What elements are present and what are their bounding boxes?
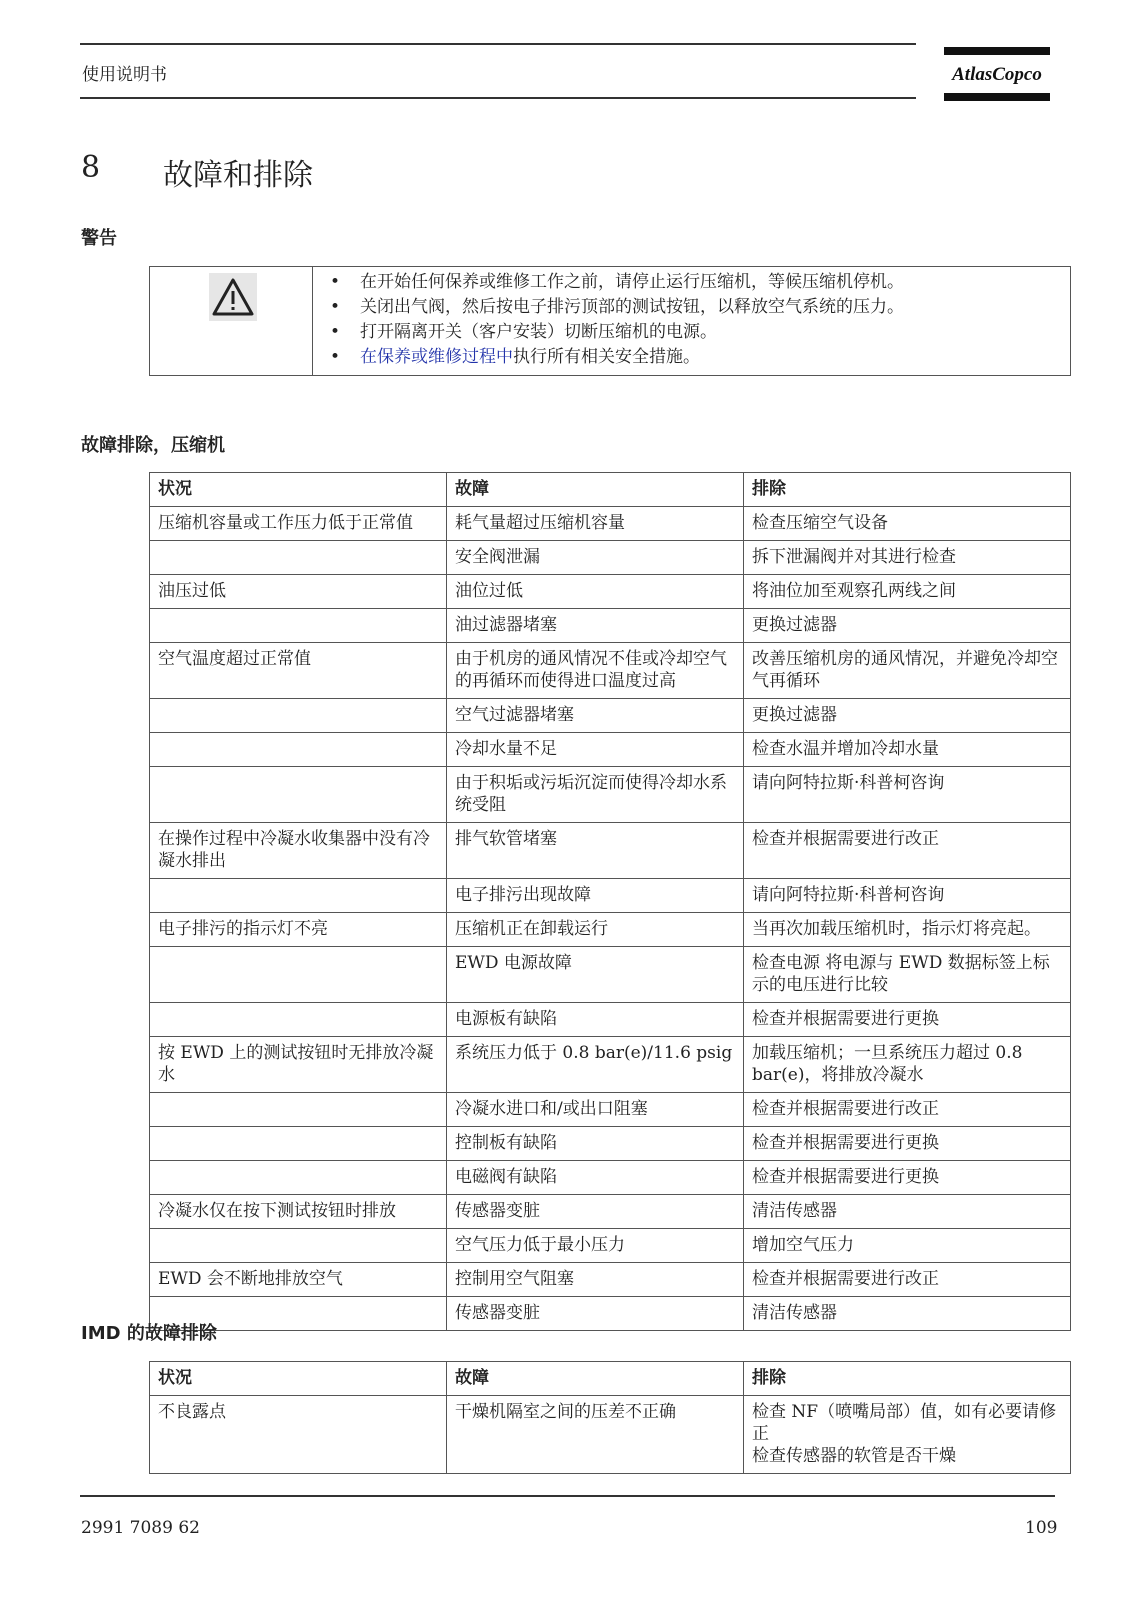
fault-cell: 由于机房的通风情况不佳或冷却空气的再循环而使得进口温度过高 — [447, 643, 744, 699]
fault-cell: 压缩机正在卸载运行 — [447, 913, 744, 947]
fault-cell: 安全阀泄漏 — [447, 541, 744, 575]
fault-cell: 控制用空气阻塞 — [447, 1263, 744, 1297]
table-header-row — [150, 473, 1071, 507]
safety-precautions-link[interactable]: 在保养或维修过程中 — [360, 347, 513, 367]
compressor-fault-table — [149, 472, 1071, 1331]
compressor-fault-table-body — [150, 507, 1071, 1331]
table-row — [150, 541, 1071, 575]
remedy-cell: 清洁传感器 — [744, 1195, 1071, 1229]
remedy-cell: 检查电源 将电源与 EWD 数据标签上标示的电压进行比较 — [744, 947, 1071, 1003]
warning-item-text: 执行所有相关安全措施。 — [513, 347, 700, 367]
condition-cell — [150, 879, 447, 913]
fault-cell: 系统压力低于 0.8 bar(e)/11.6 psig — [447, 1037, 744, 1093]
remedy-cell: 当再次加载压缩机时，指示灯将亮起。 — [744, 913, 1071, 947]
atlas-copco-logo — [944, 47, 1050, 101]
warning-triangle-icon — [209, 273, 257, 321]
table-row — [150, 1003, 1071, 1037]
condition-cell: 不良露点 — [150, 1396, 447, 1474]
warning-item-text: 关闭出气阀，然后按电子排污顶部的测试按钮，以释放空气系统的压力。 — [360, 297, 904, 317]
remedy-cell: 检查并根据需要进行更换 — [744, 1127, 1071, 1161]
header-title: 使用说明书 — [82, 65, 167, 85]
remedy-cell: 加载压缩机；一旦系统压力超过 0.8 bar(e)，将排放冷凝水 — [744, 1037, 1071, 1093]
header-bottom-rule — [80, 97, 916, 99]
remedy-cell: 清洁传感器 — [744, 1297, 1071, 1331]
table-row — [150, 1037, 1071, 1093]
table-row — [150, 507, 1071, 541]
fault-cell: 电磁阀有缺陷 — [447, 1161, 744, 1195]
condition-cell — [150, 699, 447, 733]
header-top-rule — [80, 43, 916, 45]
condition-cell — [150, 767, 447, 823]
fault-cell: 空气压力低于最小压力 — [447, 1229, 744, 1263]
table-header-row — [150, 1362, 1071, 1396]
condition-cell — [150, 1003, 447, 1037]
condition-cell: 冷凝水仅在按下测试按钮时排放 — [150, 1195, 447, 1229]
condition-cell — [150, 1161, 447, 1195]
remedy-cell: 检查并根据需要进行改正 — [744, 1093, 1071, 1127]
condition-cell: 压缩机容量或工作压力低于正常值 — [150, 507, 447, 541]
fault-cell: 电子排污出现故障 — [447, 879, 744, 913]
remedy-cell: 更换过滤器 — [744, 699, 1071, 733]
remedy-cell: 检查并根据需要进行改正 — [744, 1263, 1071, 1297]
column-header-condition: 状况 — [150, 473, 447, 507]
condition-cell — [150, 1127, 447, 1161]
table-row — [150, 1263, 1071, 1297]
remedy-cell: 检查并根据需要进行更换 — [744, 1161, 1071, 1195]
remedy-cell: 请向阿特拉斯·科普柯咨询 — [744, 767, 1071, 823]
fault-cell: 冷凝水进口和/或出口阻塞 — [447, 1093, 744, 1127]
fault-cell: 油过滤器堵塞 — [447, 609, 744, 643]
table-row — [150, 947, 1071, 1003]
fault-cell: 电源板有缺陷 — [447, 1003, 744, 1037]
table-row — [150, 767, 1071, 823]
table-row — [150, 879, 1071, 913]
condition-cell — [150, 609, 447, 643]
table-row — [150, 575, 1071, 609]
column-header-fault: 故障 — [447, 473, 744, 507]
condition-cell — [150, 733, 447, 767]
table-row — [150, 913, 1071, 947]
remedy-cell: 检查并根据需要进行改正 — [744, 823, 1071, 879]
condition-cell: 按 EWD 上的测试按钮时无排放冷凝水 — [150, 1037, 447, 1093]
table-row — [150, 1229, 1071, 1263]
table-row — [150, 1161, 1071, 1195]
remedy-cell: 请向阿特拉斯·科普柯咨询 — [744, 879, 1071, 913]
table-row — [150, 1396, 1071, 1474]
chapter-number: 8 — [81, 150, 101, 185]
warning-heading: 警告 — [81, 228, 117, 249]
page-number: 109 — [1025, 1518, 1058, 1538]
condition-cell: 电子排污的指示灯不亮 — [150, 913, 447, 947]
remedy-cell: 改善压缩机房的通风情况，并避免冷却空气再循环 — [744, 643, 1071, 699]
table-row — [150, 643, 1071, 699]
remedy-cell: 检查 NF（喷嘴局部）值，如有必要请修正 检查传感器的软管是否干燥 — [744, 1396, 1071, 1474]
fault-cell: 油位过低 — [447, 575, 744, 609]
fault-cell: 由于积垢或污垢沉淀而使得冷却水系统受阻 — [447, 767, 744, 823]
warning-icon-cell — [150, 267, 313, 375]
fault-cell: 排气软管堵塞 — [447, 823, 744, 879]
table-row — [150, 1093, 1071, 1127]
table-row — [150, 733, 1071, 767]
condition-cell — [150, 1229, 447, 1263]
warning-item — [330, 320, 904, 345]
warning-box — [149, 266, 1071, 376]
condition-cell — [150, 1093, 447, 1127]
column-header-condition: 状况 — [150, 1362, 447, 1396]
column-header-fault: 故障 — [447, 1362, 744, 1396]
warning-item — [330, 345, 904, 370]
remedy-cell: 更换过滤器 — [744, 609, 1071, 643]
table-row — [150, 823, 1071, 879]
imd-fault-table-body — [150, 1396, 1071, 1474]
table-row — [150, 1297, 1071, 1331]
imd-troubleshooting-heading: IMD 的故障排除 — [81, 1323, 217, 1344]
document-number: 2991 7089 62 — [81, 1518, 200, 1538]
fault-cell: 控制板有缺陷 — [447, 1127, 744, 1161]
condition-cell — [150, 541, 447, 575]
warning-item — [330, 295, 904, 320]
fault-cell: EWD 电源故障 — [447, 947, 744, 1003]
table-row — [150, 1195, 1071, 1229]
condition-cell: 在操作过程中冷凝水收集器中没有冷凝水排出 — [150, 823, 447, 879]
remedy-cell: 检查并根据需要进行更换 — [744, 1003, 1071, 1037]
warning-item-text: 打开隔离开关（客户安装）切断压缩机的电源。 — [360, 322, 717, 342]
warning-list — [330, 270, 904, 370]
remedy-cell: 检查水温并增加冷却水量 — [744, 733, 1071, 767]
condition-cell — [150, 947, 447, 1003]
fault-cell: 传感器变脏 — [447, 1195, 744, 1229]
remedy-cell: 检查压缩空气设备 — [744, 507, 1071, 541]
footer-rule — [80, 1495, 1055, 1497]
chapter-title: 故障和排除 — [163, 158, 313, 193]
condition-cell: 油压过低 — [150, 575, 447, 609]
remedy-cell: 增加空气压力 — [744, 1229, 1071, 1263]
table-row — [150, 609, 1071, 643]
column-header-remedy: 排除 — [744, 473, 1071, 507]
fault-cell: 冷却水量不足 — [447, 733, 744, 767]
fault-cell: 干燥机隔室之间的压差不正确 — [447, 1396, 744, 1474]
fault-cell: 耗气量超过压缩机容量 — [447, 507, 744, 541]
condition-cell: 空气温度超过正常值 — [150, 643, 447, 699]
fault-cell: 空气过滤器堵塞 — [447, 699, 744, 733]
remedy-cell: 将油位加至观察孔两线之间 — [744, 575, 1071, 609]
table-row — [150, 699, 1071, 733]
logo-wordmark: AtlasCopco — [952, 64, 1042, 85]
compressor-troubleshooting-heading: 故障排除，压缩机 — [81, 435, 225, 456]
fault-cell: 传感器变脏 — [447, 1297, 744, 1331]
remedy-cell: 拆下泄漏阀并对其进行检查 — [744, 541, 1071, 575]
table-row — [150, 1127, 1071, 1161]
imd-fault-table — [149, 1361, 1071, 1474]
condition-cell: EWD 会不断地排放空气 — [150, 1263, 447, 1297]
warning-item — [330, 270, 904, 295]
column-header-remedy: 排除 — [744, 1362, 1071, 1396]
warning-item-text: 在开始任何保养或维修工作之前，请停止运行压缩机，等候压缩机停机。 — [360, 272, 904, 292]
